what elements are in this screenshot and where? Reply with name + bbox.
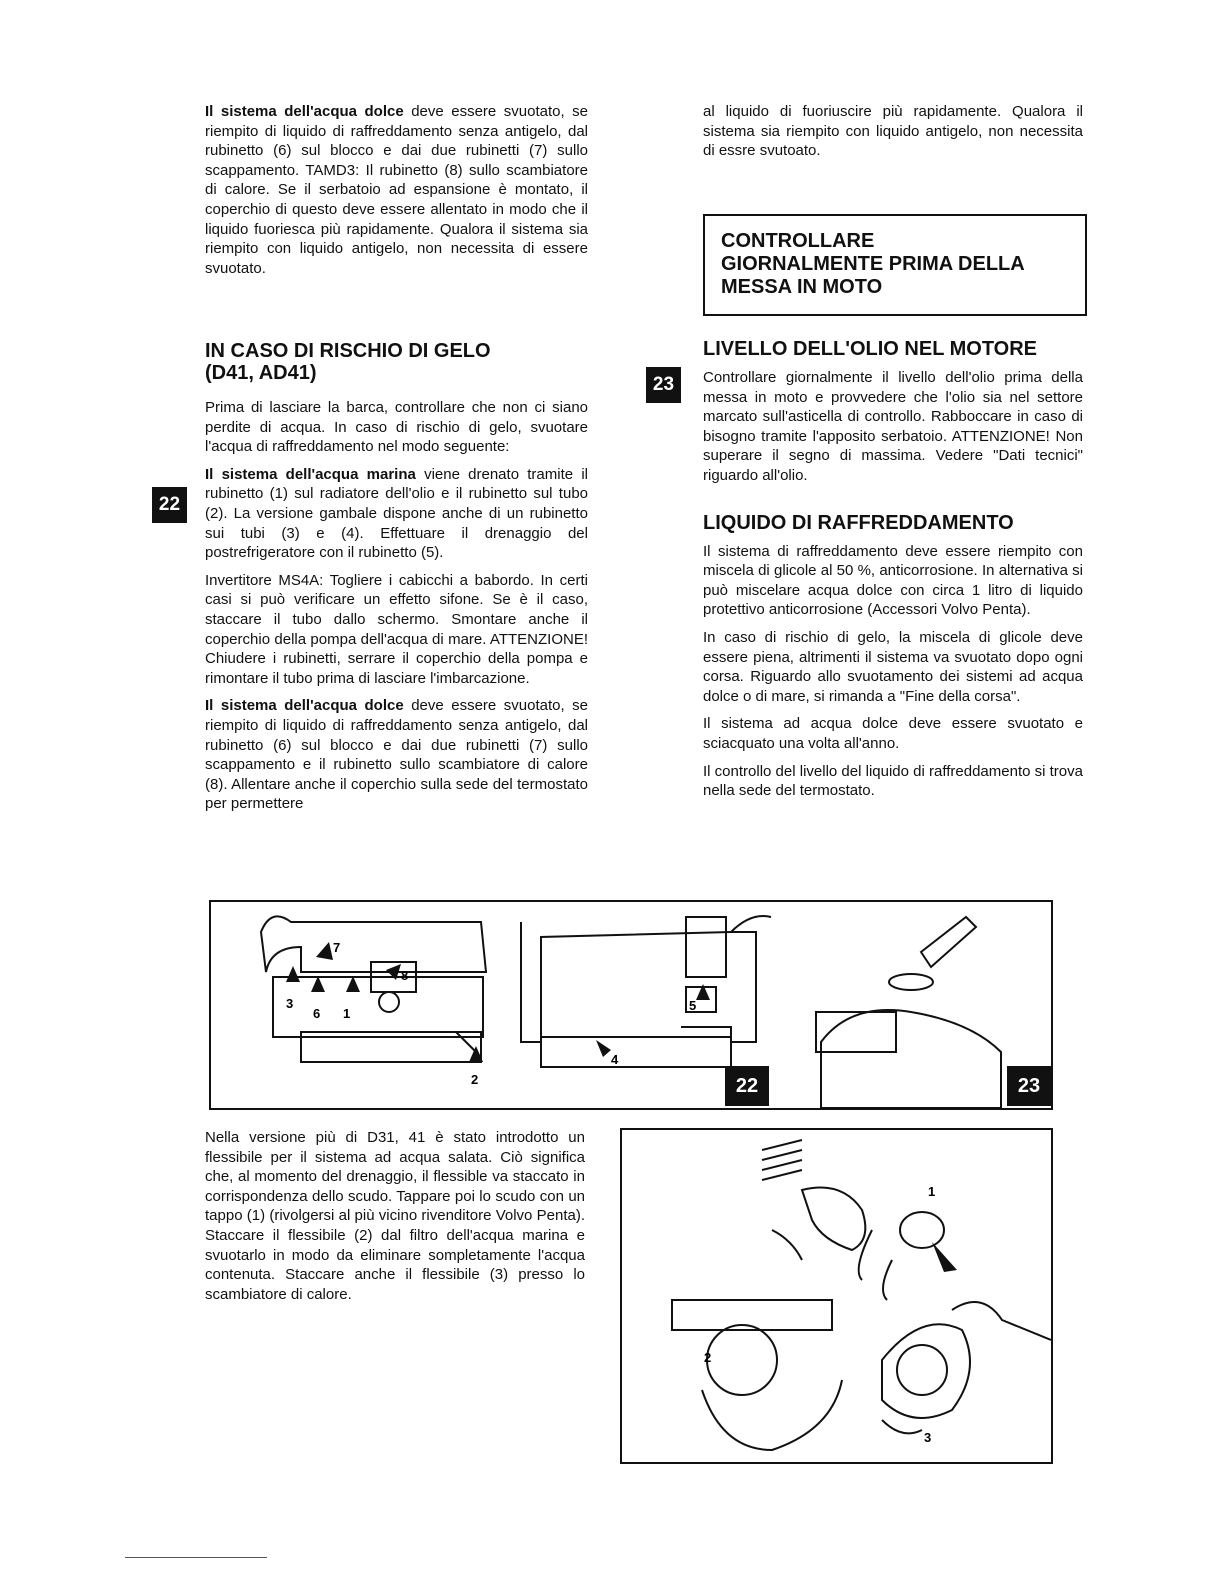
- label-6: 6: [313, 1006, 321, 1021]
- paragraph-continued: al liquido di fuoriuscire più rapidamente. Qualora il sistema sia riempito con liquido antigelo, non necessita di essre svutoato.: [703, 103, 1083, 160]
- paragraph-fresh-water-2: [205, 696, 588, 814]
- notice-text: CONTROLLARE GIORNALMENTE PRIMA DELLA MESSA IN MOTO: [721, 230, 1024, 298]
- figure-hose-drain: [620, 1128, 1053, 1464]
- notice-box: [703, 214, 1087, 316]
- paragraph-coolant-1: Il sistema di raffreddamento deve essere riempito con miscela di glicole al 50 %, anticorrosione. In alternativa si può miscelare acqua dolce con circa 1 litro di liquido protettivo anticorrosione (Accessori Volvo Penta).: [703, 542, 1083, 619]
- label-2: 2: [471, 1072, 479, 1087]
- paragraph-hose: Nella versione più di D31, 41 è stato introdotto un flessibile per il sistema ad acqua salata. Ciò significa che, al momento del drenaggio, il flessible va staccato in corrispondenza dello scudo. Tappare poi lo scudo con un tappo (1) (rivolgersi al più vicino rivenditore Volvo Penta). Staccare il flessibile (2) dal filtro dell'acqua marina e svuotarlo in modo da eliminare sompletamente l'acqua contenuta. Staccare anche il flessibile (3) presso lo scambiatore di calore.: [205, 1129, 585, 1303]
- hose-illustration: [622, 1130, 1051, 1462]
- right-column-top: [703, 102, 1083, 169]
- heading-text: IN CASO DI RISCHIO DI GELO (D41, AD41): [205, 340, 491, 384]
- section-badge-22: 22: [152, 487, 187, 523]
- paragraph-fresh-water-1: [205, 102, 588, 278]
- paragraph-coolant-2: In caso di rischio di gelo, la miscela di glicole deve essere piena, altrimenti il sistema va svuotato dopo ogni corsa. Riguardo allo svuotamento dei sistemi ad acqua dolce o di mare, si rimanda a "Fine della corsa".: [703, 628, 1083, 705]
- heading-frost-risk: [205, 340, 545, 384]
- label-3: 3: [924, 1430, 932, 1445]
- label-3: 3: [286, 996, 294, 1011]
- section-badge-23: 23: [646, 367, 681, 403]
- figure-drain-points: [209, 900, 1053, 1110]
- bold-lead: Il sistema dell'acqua dolce: [205, 103, 404, 120]
- heading-oil-level: LIVELLO DELL'OLIO NEL MOTORE: [703, 338, 1038, 360]
- paragraph-sea-water: [205, 465, 588, 563]
- label-8: 8: [401, 968, 409, 983]
- bold-lead: Il sistema dell'acqua dolce: [205, 697, 404, 715]
- paragraph-intro-frost: Prima di lasciare la barca, controllare che non ci siano perdite di acqua. In caso di rischio di gelo, svuotare l'acqua di raffreddamento nel modo seguente:: [205, 399, 588, 456]
- right-column-main: [703, 338, 1083, 809]
- label-2: 2: [704, 1350, 712, 1365]
- paragraph-coolant-4: Il controllo del livello del liquido di raffreddamento si trova nella sede del termostato.: [703, 762, 1083, 800]
- footnote-divider: [125, 1557, 267, 1558]
- bottom-text: [205, 1128, 585, 1312]
- heading-coolant: LIQUIDO DI RAFFREDDAMENTO: [703, 511, 1014, 534]
- left-column-lower: [205, 398, 588, 822]
- label-7: 7: [333, 940, 341, 955]
- paragraph-coolant-3: Il sistema ad acqua dolce deve essere svuotato e sciacquato una volta all'anno.: [703, 715, 1083, 752]
- label-4: 4: [611, 1052, 619, 1067]
- label-1: 1: [928, 1184, 936, 1199]
- label-5: 5: [689, 998, 697, 1013]
- figure-number-22: 22: [725, 1066, 769, 1106]
- label-1: 1: [343, 1006, 351, 1021]
- paragraph-oil: Controllare giornalmente il livello dell'olio prima della messa in moto e provvedere che l'olio sia nel settore marcato sull'asticella di controllo. Rabboccare in caso di bisogno tramite l'apposito serbatoio. ATTENZIONE! Non superare il segno di massima. Vedere "Dati tecnici" riguardo all'olio.: [703, 369, 1083, 484]
- bold-lead: Il sistema dell'acqua marina: [205, 465, 416, 483]
- text: viene drenato tramite il rubinetto (1) sul radiatore dell'olio e il rubinetto sul tubo (2). La versione gambale dispone anche di un rubinetto sui tubi (3) e (4). Effettuare il drenaggio del postrefrigeratore con il rubinetto (5).: [205, 465, 588, 562]
- left-column: [205, 102, 588, 286]
- paragraph-ms4a: Invertitore MS4A: Togliere i cabicchi a babordo. In certi casi si può verificare un effetto sifone. Se è il caso, staccare il tubo dallo schermo. Smontare anche il coperchio della pompa dell'acqua di mare. ATTENZIONE! Chiudere i rubinetti, serrare il coperchio della pompa e rimontare il tubo prima di lasciare l'imbarcazione.: [205, 571, 588, 687]
- engine-illustration: [211, 902, 1051, 1108]
- figure-number-23: 23: [1007, 1066, 1051, 1106]
- text: deve essere svuotato, se riempito di liquido di raffreddamento senza antigelo, dal rubinetto (6) sul blocco e dai due rubinetti (7) sullo scappamento e il rubinetto sullo scambiatore di calore (8). Allentare anche il coperchio sulla sede del termostato per permettere: [205, 697, 588, 813]
- text: deve essere svuotato, se riempito di liquido di raffreddamento senza antigelo, dal rubinetto (6) sul blocco e dai due rubinetti (7) sullo scappamento. TAMD3: Il rubinetto (8) sullo scambiatore di calore. Se il serbatoio ad espansione è montato, il coperchio di questo deve essere allentato in modo che il liquido fuoriesca più rapidamente. Qualora il sistema sia riempito con liquido antigelo, non necessita di essere svuotato.: [205, 103, 588, 277]
